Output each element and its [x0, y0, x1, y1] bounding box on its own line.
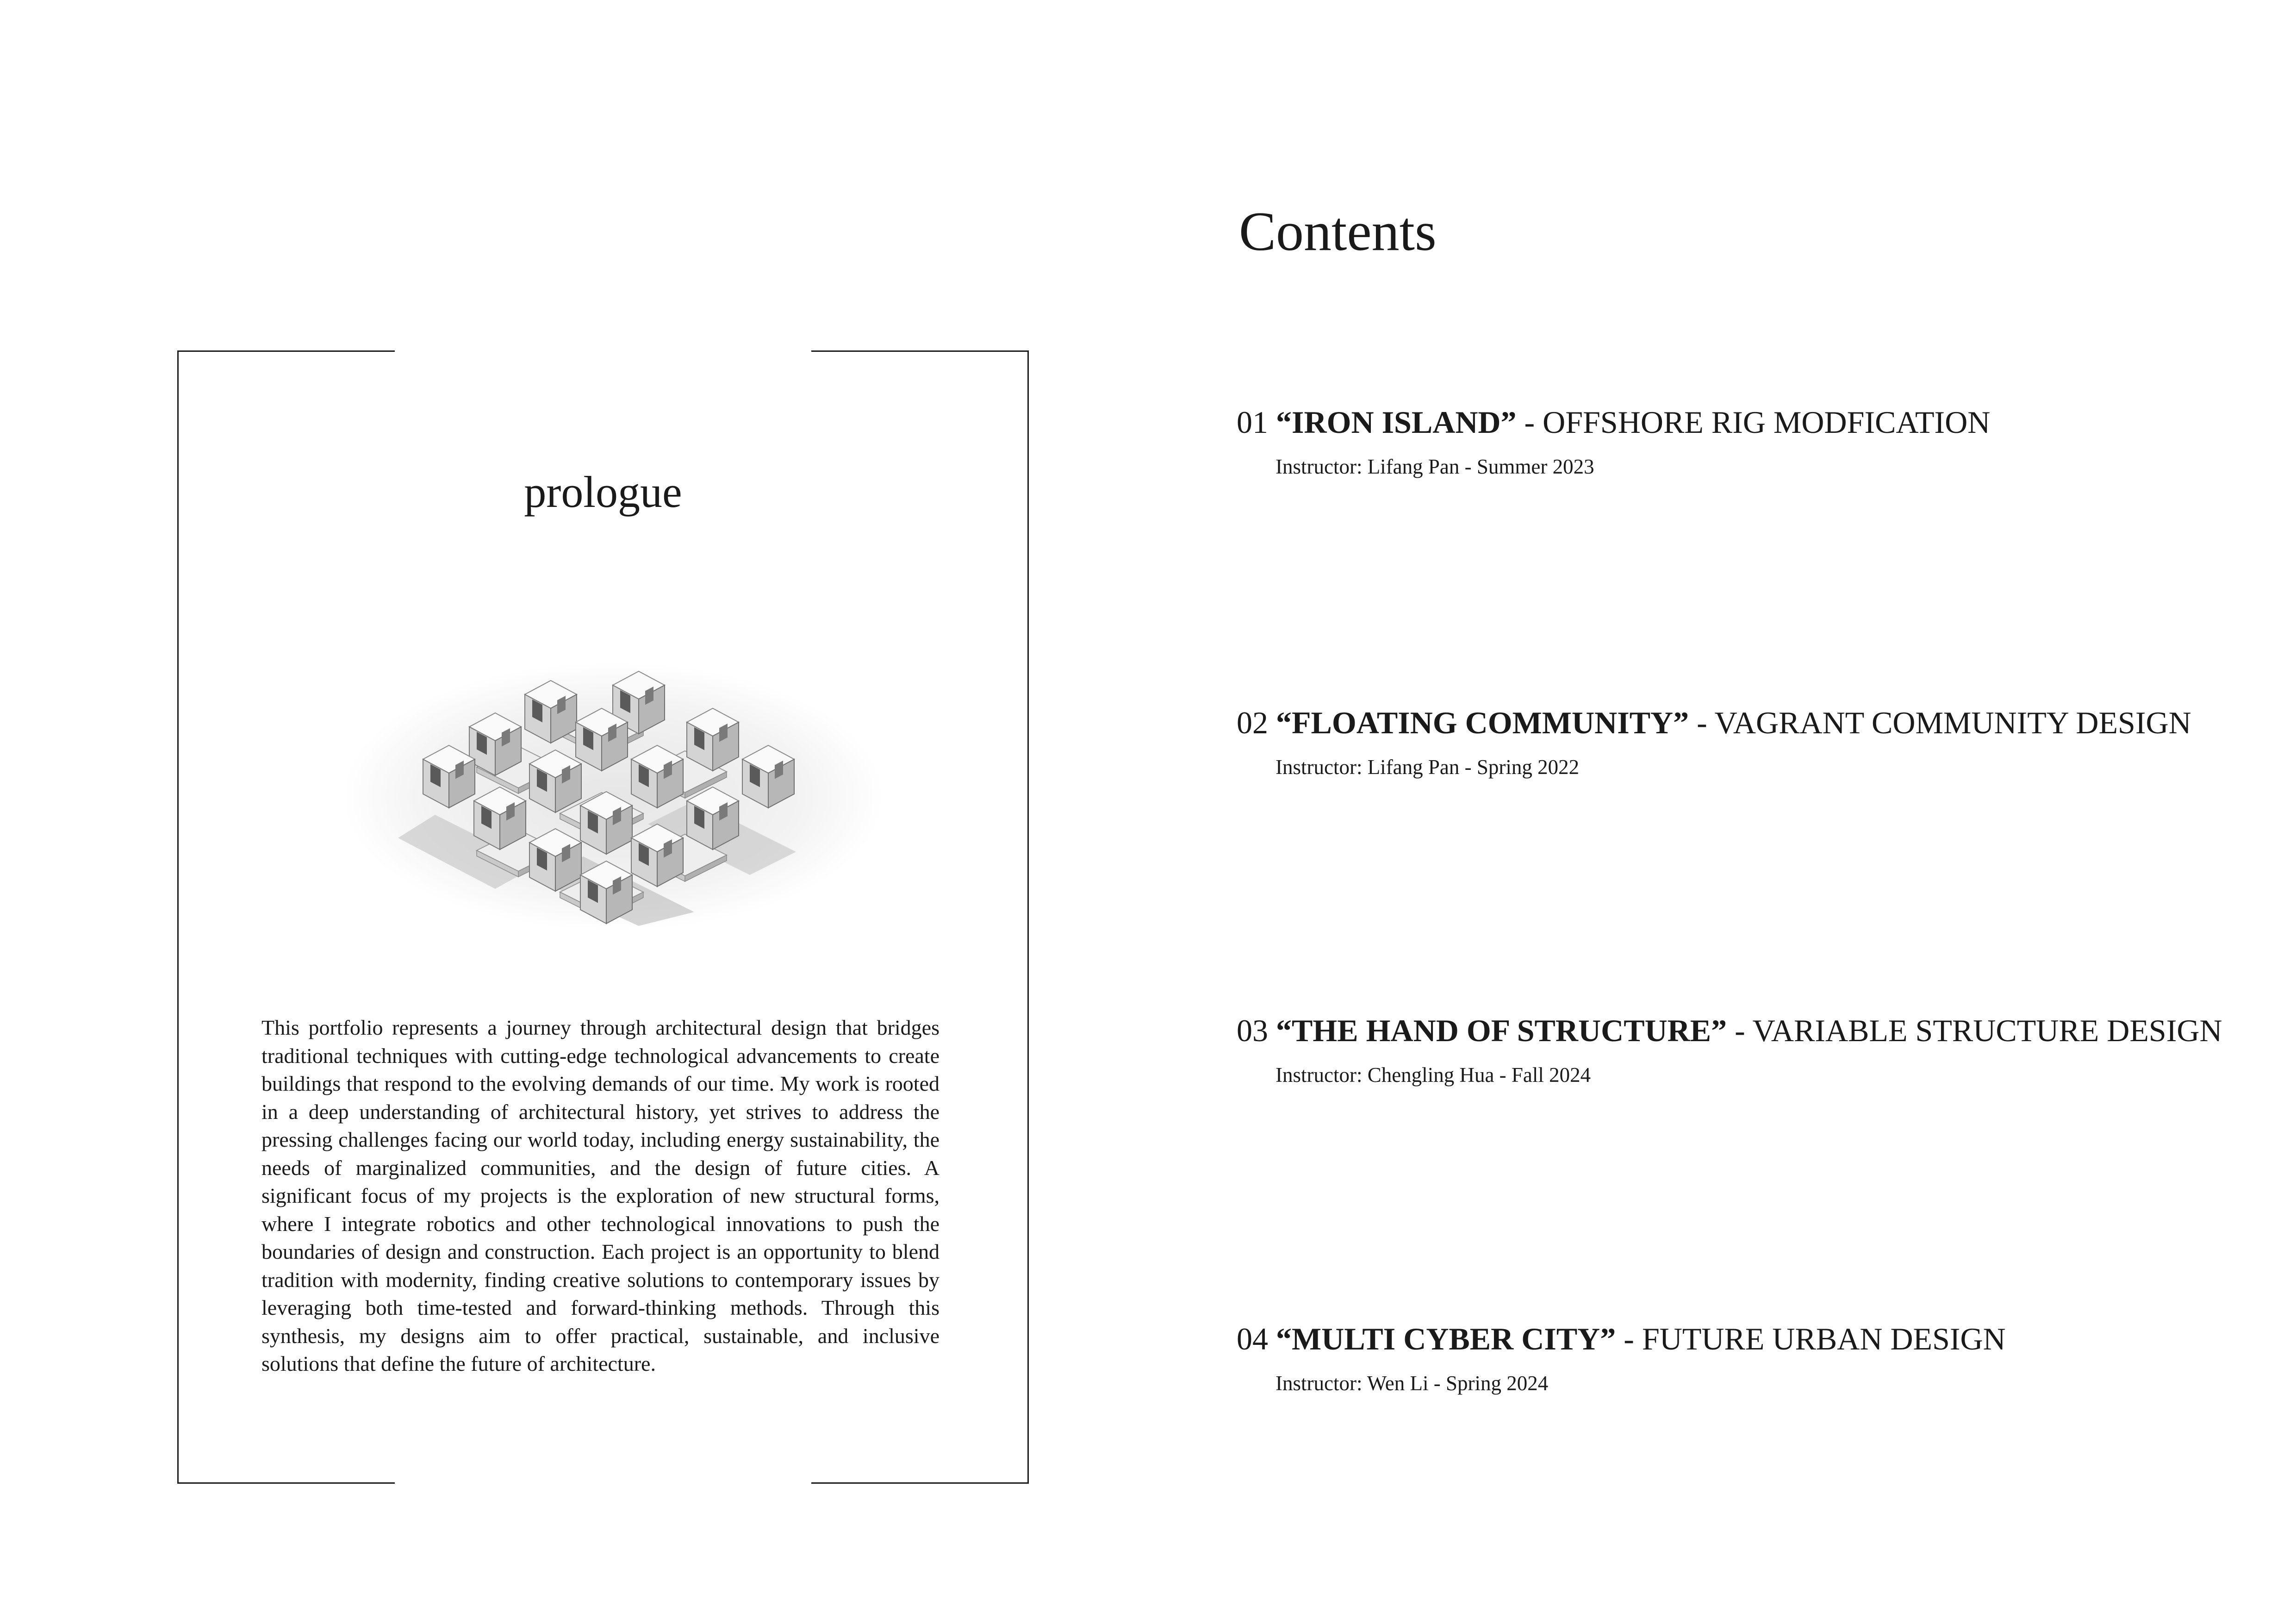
toc-entry-02[interactable]	[1237, 707, 2191, 778]
toc-heading	[1237, 1015, 2222, 1046]
toc-number: 04	[1237, 1321, 1268, 1356]
toc-project-type: - OFFSHORE RIG MODFICATION	[1516, 405, 1991, 440]
toc-number: 03	[1237, 1013, 1268, 1048]
toc-entry-04[interactable]	[1237, 1323, 2006, 1394]
prologue-frame-left	[177, 350, 179, 1484]
toc-project-name: “FLOATING COMMUNITY”	[1276, 705, 1689, 740]
prologue-frame-right	[1027, 350, 1029, 1484]
toc-project-type: - VAGRANT COMMUNITY DESIGN	[1689, 705, 2191, 740]
toc-instructor: Instructor: Lifang Pan - Spring 2022	[1276, 756, 1580, 779]
toc-heading	[1237, 406, 1990, 438]
toc-instructor: Instructor: Lifang Pan - Summer 2023	[1276, 455, 1594, 478]
toc-entry-03[interactable]	[1237, 1015, 2222, 1086]
prologue-title: prologue	[524, 467, 682, 517]
toc-heading	[1237, 707, 2191, 738]
toc-project-type: - FUTURE URBAN DESIGN	[1616, 1321, 2006, 1356]
prologue-frame-top-left	[177, 350, 395, 352]
toc-instructor: Instructor: Chengling Hua - Fall 2024	[1276, 1063, 1591, 1087]
prologue-frame-bottom-right	[811, 1482, 1029, 1484]
toc-project-name: “MULTI CYBER CITY”	[1276, 1321, 1616, 1356]
toc-project-type: - VARIABLE STRUCTURE DESIGN	[1727, 1013, 2222, 1048]
toc-number: 01	[1237, 405, 1268, 440]
toc-instructor: Instructor: Wen Li - Spring 2024	[1276, 1372, 1549, 1395]
modular-structure-illustration	[342, 648, 884, 931]
prologue-frame-top-right	[811, 350, 1029, 352]
toc-number: 02	[1237, 705, 1268, 740]
contents-title: Contents	[1239, 200, 1437, 262]
toc-entry-01[interactable]	[1237, 406, 1990, 477]
prologue-body: This portfolio represents a journey through architectural design that bridges traditional techniques with cutting-edge technological advancements to create buildings that respond to the evolving demands of our time. My work is rooted in a deep understanding of architectural history, yet strives to address the pressing challenges facing our world today, including energy sustainability, the needs of marginalized communities, and the design of future cities. A significant focus of my projects is the exploration of new structural forms, where I integrate robotics and other technological innovations to push the boundaries of design and construction. Each project is an opportunity to blend tradition with modernity, finding creative solutions to contemporary issues by leveraging both time-tested and forward-thinking methods. Through this synthesis, my designs aim to offer practical, sustainable, and inclusive solutions that define the future of architecture.	[261, 1016, 940, 1375]
toc-project-name: “THE HAND OF STRUCTURE”	[1276, 1013, 1727, 1048]
prologue-frame-bottom-left	[177, 1482, 395, 1484]
toc-heading	[1237, 1323, 2006, 1355]
toc-project-name: “IRON ISLAND”	[1276, 405, 1517, 440]
